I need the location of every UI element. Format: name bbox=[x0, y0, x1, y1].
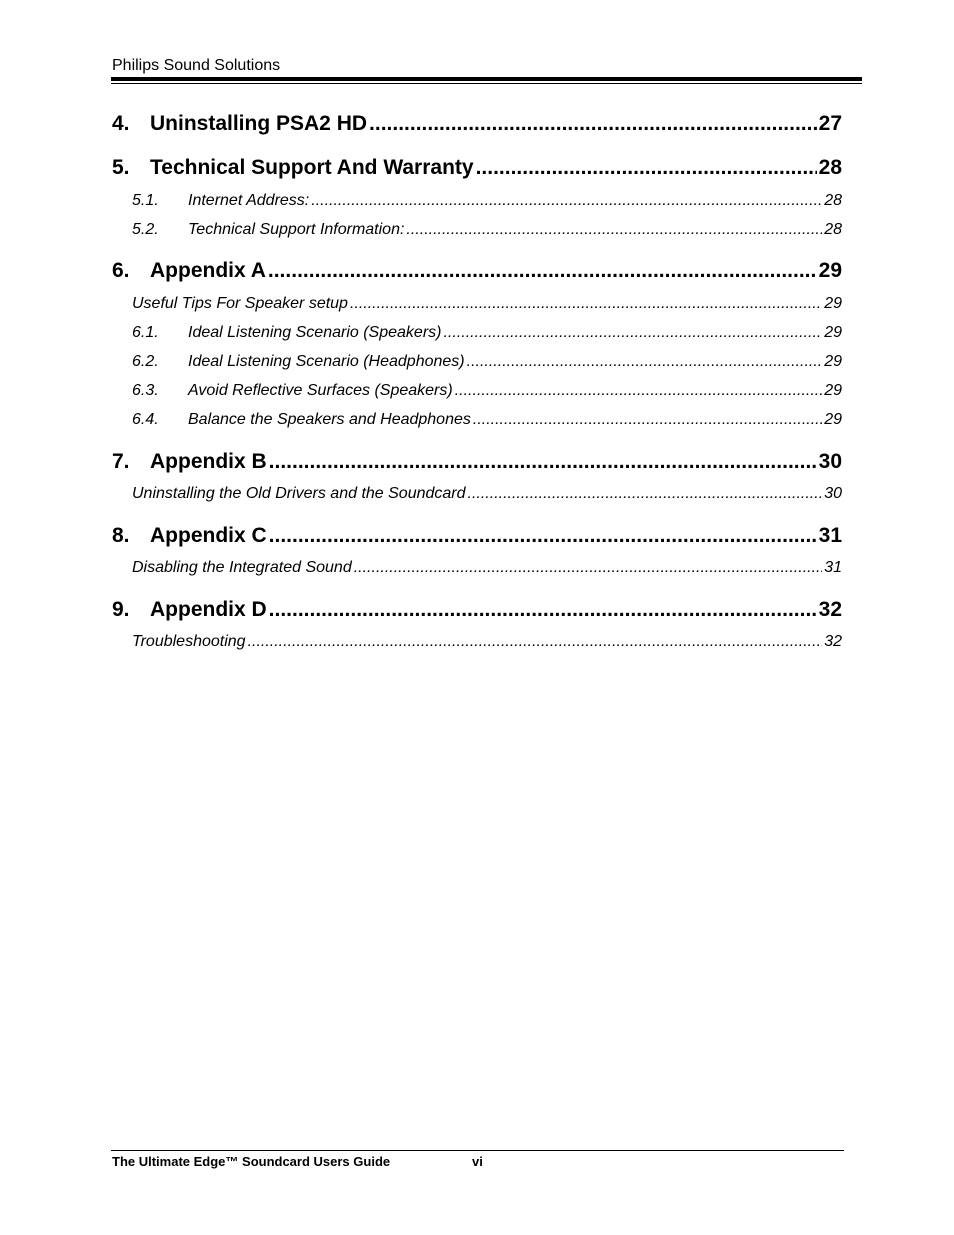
toc-number: 6.2. bbox=[132, 353, 159, 370]
dot-leader bbox=[268, 259, 817, 283]
toc-page: 30 bbox=[818, 450, 842, 473]
toc-page: 29 bbox=[824, 295, 842, 312]
toc-title: Troubleshooting bbox=[132, 633, 246, 650]
toc-page: 32 bbox=[824, 633, 842, 650]
toc-entry[interactable] bbox=[112, 192, 842, 210]
toc-entry[interactable] bbox=[112, 156, 842, 180]
toc-page: 29 bbox=[824, 382, 842, 399]
toc-number: 6. bbox=[112, 259, 130, 282]
header-rule-thin bbox=[111, 83, 862, 84]
toc-entry[interactable] bbox=[112, 485, 842, 503]
toc-entry[interactable] bbox=[112, 633, 842, 651]
toc-entry[interactable] bbox=[112, 259, 842, 283]
dot-leader bbox=[468, 485, 823, 503]
toc-title: Ideal Listening Scenario (Speakers) bbox=[188, 324, 442, 341]
toc-entry[interactable] bbox=[112, 324, 842, 342]
dot-leader bbox=[455, 382, 822, 400]
toc-number: 5. bbox=[112, 156, 130, 179]
toc-title: Useful Tips For Speaker setup bbox=[132, 295, 348, 312]
toc-number: 5.1. bbox=[132, 192, 159, 209]
dot-leader bbox=[269, 450, 817, 474]
toc-title: Balance the Speakers and Headphones bbox=[188, 411, 471, 428]
dot-leader bbox=[269, 598, 817, 622]
page-header: Philips Sound Solutions bbox=[112, 57, 281, 74]
dot-leader bbox=[269, 524, 817, 548]
footer-rule bbox=[111, 1150, 844, 1151]
toc-page: 32 bbox=[818, 598, 842, 621]
toc-page: 30 bbox=[824, 485, 842, 502]
toc-entry[interactable] bbox=[112, 353, 842, 371]
footer-page-number: vi bbox=[472, 1154, 483, 1169]
toc-title: Appendix B bbox=[150, 450, 267, 473]
toc-number: 6.3. bbox=[132, 382, 159, 399]
toc-title: Internet Address: bbox=[188, 192, 310, 209]
toc-title: Uninstalling PSA2 HD bbox=[150, 112, 368, 135]
dot-leader bbox=[406, 221, 822, 239]
dot-leader bbox=[311, 192, 822, 210]
dot-leader bbox=[443, 324, 822, 342]
toc-page: 28 bbox=[824, 221, 842, 238]
toc-entry[interactable] bbox=[112, 411, 842, 429]
dot-leader bbox=[476, 156, 817, 180]
footer-title: The Ultimate Edge™ Soundcard Users Guide bbox=[112, 1154, 391, 1169]
toc-page: 27 bbox=[818, 112, 842, 135]
toc-page: 29 bbox=[824, 411, 842, 428]
dot-leader bbox=[467, 353, 823, 371]
toc-entry[interactable] bbox=[112, 598, 842, 622]
toc-title: Disabling the Integrated Sound bbox=[132, 559, 352, 576]
dot-leader bbox=[473, 411, 822, 429]
toc-title: Avoid Reflective Surfaces (Speakers) bbox=[188, 382, 453, 399]
toc-number: 5.2. bbox=[132, 221, 159, 238]
toc-number: 7. bbox=[112, 450, 130, 473]
toc-entry[interactable] bbox=[112, 221, 842, 239]
dot-leader bbox=[350, 295, 822, 313]
toc-number: 6.4. bbox=[132, 411, 159, 428]
toc-entry[interactable] bbox=[112, 450, 842, 474]
toc-title: Technical Support And Warranty bbox=[150, 156, 474, 179]
toc-title: Appendix D bbox=[150, 598, 267, 621]
toc-title: Uninstalling the Old Drivers and the Soundcard bbox=[132, 485, 466, 502]
toc-title: Appendix C bbox=[150, 524, 267, 547]
toc-page: 31 bbox=[824, 559, 842, 576]
toc-page: 29 bbox=[824, 353, 842, 370]
dot-leader bbox=[248, 633, 823, 651]
toc-entry[interactable] bbox=[112, 112, 842, 136]
toc-title: Ideal Listening Scenario (Headphones) bbox=[188, 353, 465, 370]
toc-page: 28 bbox=[818, 156, 842, 179]
header-rule bbox=[111, 77, 862, 81]
toc-page: 29 bbox=[818, 259, 842, 282]
toc-page: 28 bbox=[824, 192, 842, 209]
toc-page: 31 bbox=[818, 524, 842, 547]
toc-number: 8. bbox=[112, 524, 130, 547]
toc-title: Appendix A bbox=[150, 259, 266, 282]
toc-entry[interactable] bbox=[112, 559, 842, 577]
toc-number: 6.1. bbox=[132, 324, 159, 341]
toc-entry[interactable] bbox=[112, 524, 842, 548]
toc-entry[interactable] bbox=[112, 382, 842, 400]
toc-entry[interactable] bbox=[112, 295, 842, 313]
toc-number: 4. bbox=[112, 112, 130, 135]
dot-leader bbox=[369, 112, 817, 136]
dot-leader bbox=[354, 559, 822, 577]
toc-title: Technical Support Information: bbox=[188, 221, 405, 238]
toc-number: 9. bbox=[112, 598, 130, 621]
toc-page: 29 bbox=[824, 324, 842, 341]
